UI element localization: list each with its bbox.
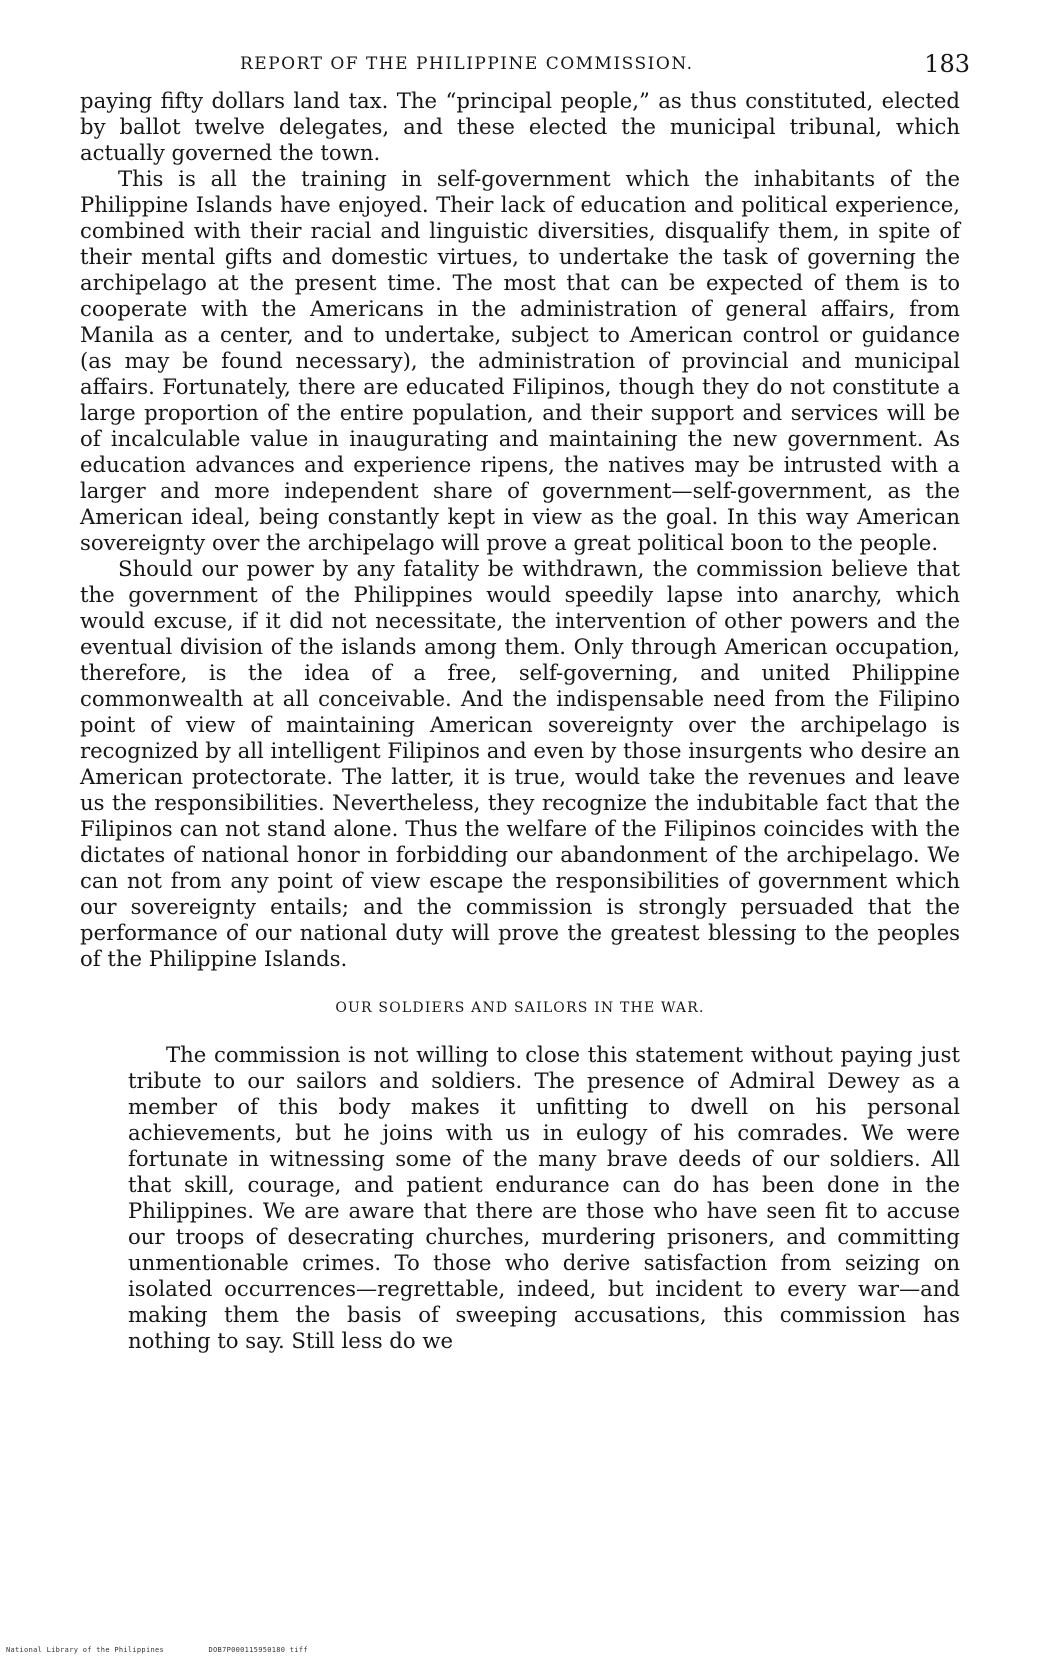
running-head [80,50,970,80]
section-heading: OUR SOLDIERS AND SAILORS IN THE WAR. [335,1000,705,1016]
paragraph-2: This is all the training in self-government which the inhabitants of the Philippine Islands have enjoyed. Their lack of education and political experience, combined with their racial and linguistic diversities, disqualify them, in spite of their mental gifts and domestic virtues, to undertake the task of governing the archipelago at the present time. The most that can be expected of them is to cooperate with the Americans in the administration of general affairs, from Manila as a center, and to undertake, subject to American control or guidance (as may be found necessary), the administration of provincial and municipal affairs. Fortunately, there are educated Filipinos, though they do not constitute a large proportion of the entire population, and their support and services will be of incalculable value in inaugurating and maintaining the new government. As education advances and experience ripens, the natives may be intrusted with a larger and more independent share of government—self-government, as the American ideal, being constantly kept in view as the goal. In this way American sovereignty over the archipelago will prove a great political boon to the people. [80,166,960,555]
page-number: 183 [924,50,970,78]
document-page [80,50,970,1610]
section-body [128,1042,960,1354]
footer-file: DOB7P000115950180 tiff [208,1646,308,1654]
paragraph-3: Should our power by any fatality be withdrawn, the commission believe that the government of the Philippines would speedily lapse into anarchy, which would excuse, if it did not necessitate, the intervention of other powers and the eventual division of the islands among them. Only through American occupation, therefore, is the idea of a free, self-governing, and united Philippine commonwealth at all conceivable. And the indispensable need from the Filipino point of view of maintaining American sovereignty over the archipelago is recognized by all intelligent Filipinos and even by those insurgents who desire an American protectorate. The latter, it is true, would take the revenues and leave us the responsibilities. Nevertheless, they recognize the indubitable fact that the Filipinos can not stand alone. Thus the welfare of the Filipinos coincides with the dictates of national honor in forbidding our abandonment of the archipelago. We can not from any point of view escape the responsibilities of government which our sovereignty entails; and the commission is strongly persuaded that the performance of our national duty will prove the greatest blessing to the peoples of the Philippine Islands. [80,556,960,971]
paragraph-1: paying fifty dollars land tax. The “principal people,” as thus constituted, elected by ballot twelve delegates, and these elected the municipal tribunal, which actually governed the town. [80,88,960,165]
section-paragraph: The commission is not willing to close this statement without paying just tribute to our sailors and soldiers. The presence of Admiral Dewey as a member of this body makes it unfitting to dwell on his personal achievements, but he joins with us in eulogy of his comrades. We were fortunate in witnessing some of the many brave deeds of our soldiers. All that skill, courage, and patient endurance can do has been done in the Philippines. We are aware that there are those who have seen fit to accuse our troops of desecrating churches, murdering prisoners, and committing unmentionable crimes. To those who derive satisfaction from seizing on isolated occurrences—regrettable, indeed, but incident to every war—and making them the basis of sweeping accusations, this commission has nothing to say. Still less do we [128,1042,960,1353]
running-title: REPORT OF THE PHILIPPINE COMMISSION. [240,54,694,74]
scan-footer [6,1646,348,1654]
body-text [80,88,960,1354]
footer-library: National Library of the Philippines [6,1646,165,1654]
